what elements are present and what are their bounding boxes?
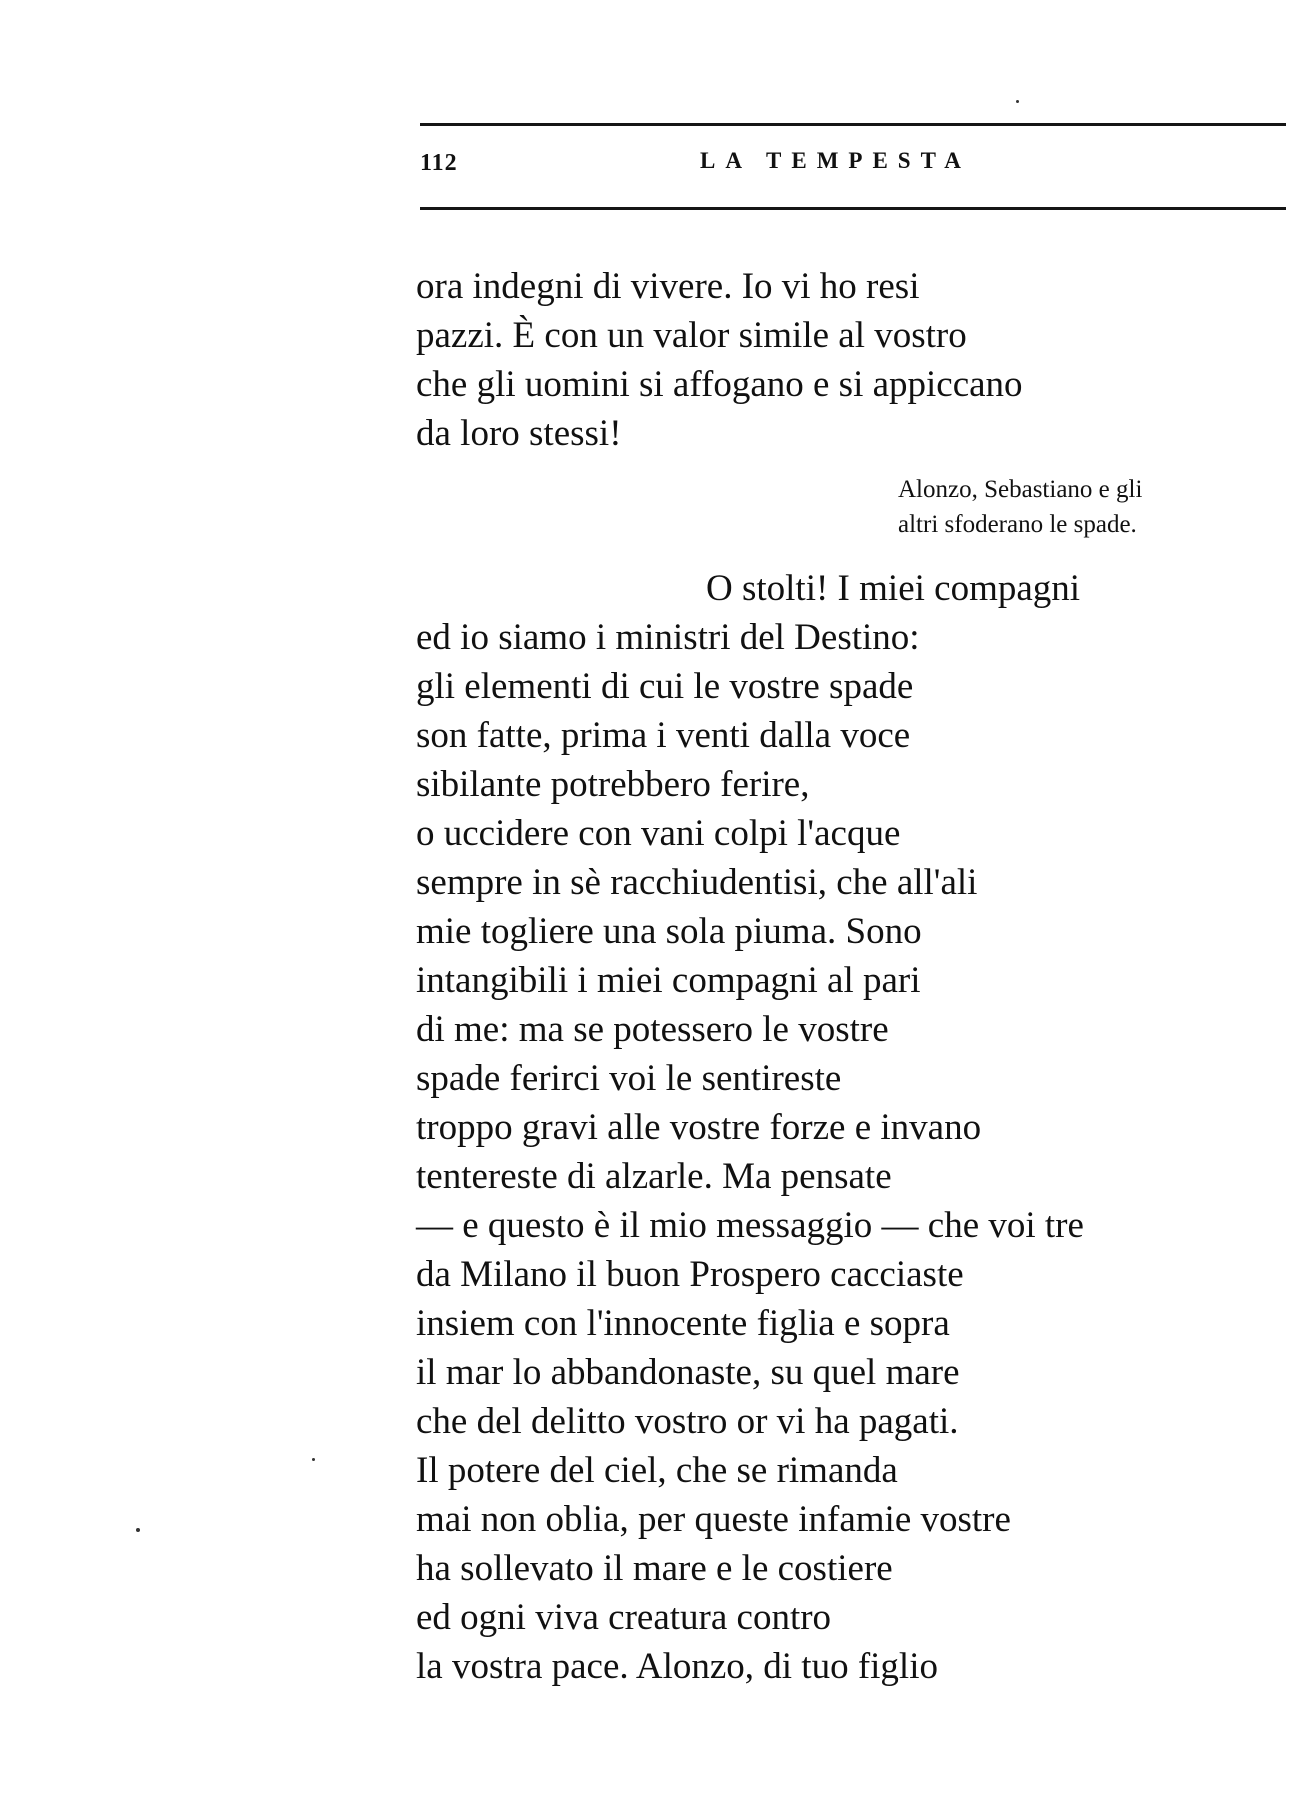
- verse-line: mai non oblia, per queste infamie vostre: [416, 1499, 1011, 1540]
- stage-direction: [898, 472, 1142, 542]
- verse-line: ed io siamo i ministri del Destino:: [416, 617, 920, 658]
- verse-line: da loro stessi!: [416, 413, 622, 454]
- verse-line: ora indegni di vivere. Io vi ho resi: [416, 266, 920, 307]
- verse-block-2: [416, 564, 1084, 1691]
- verse-line: son fatte, prima i venti dalla voce: [416, 715, 911, 756]
- verse-line: o uccidere con vani colpi l'acque: [416, 813, 901, 854]
- verse-line: ha sollevato il mare e le costiere: [416, 1548, 893, 1589]
- verse-line: spade ferirci voi le sentireste: [416, 1058, 842, 1099]
- verse-line: gli elementi di cui le vostre spade: [416, 666, 914, 707]
- verse-line: mie togliere una sola piuma. Sono: [416, 911, 922, 952]
- verse-line: — e questo è il mio messaggio — che voi tre: [416, 1205, 1084, 1246]
- verse-line: tentereste di alzarle. Ma pensate: [416, 1156, 892, 1197]
- verse-line: la vostra pace. Alonzo, di tuo figlio: [416, 1646, 938, 1687]
- stage-direction-line: Alonzo, Sebastiano e gli: [898, 476, 1143, 503]
- verse-line: Il potere del ciel, che se rimanda: [416, 1450, 898, 1491]
- verse-line: pazzi. È con un valor simile al vostro: [416, 315, 967, 356]
- ink-speck: [312, 1458, 315, 1461]
- ink-speck: [136, 1528, 140, 1532]
- verse-line: di me: ma se potessero le vostre: [416, 1009, 889, 1050]
- stage-direction-line: altri sfoderano le spade.: [898, 511, 1137, 538]
- verse-line: sempre in sè racchiudentisi, che all'ali: [416, 862, 978, 903]
- verse-line: sibilante potrebbero ferire,: [416, 764, 810, 805]
- header-top-rule: [420, 123, 1286, 126]
- verse-line: da Milano il buon Prospero cacciaste: [416, 1254, 964, 1295]
- verse-line: il mar lo abbandonaste, su quel mare: [416, 1352, 960, 1393]
- header-bottom-rule: [420, 207, 1286, 210]
- running-title: LA TEMPESTA: [700, 148, 971, 173]
- verse-line: intangibili i miei compagni al pari: [416, 960, 921, 1001]
- ink-speck: [1016, 100, 1019, 103]
- verse-line: O stolti! I miei compagni: [706, 568, 1081, 609]
- verse-line: insiem con l'innocente figlia e sopra: [416, 1303, 950, 1344]
- page-number: 112: [420, 150, 458, 176]
- verse-line: che gli uomini si affogano e si appiccano: [416, 364, 1023, 405]
- verse-line: ed ogni viva creatura contro: [416, 1597, 832, 1638]
- verse-block-1: [416, 262, 1023, 458]
- verse-line: che del delitto vostro or vi ha pagati.: [416, 1401, 959, 1442]
- verse-line: troppo gravi alle vostre forze e invano: [416, 1107, 982, 1148]
